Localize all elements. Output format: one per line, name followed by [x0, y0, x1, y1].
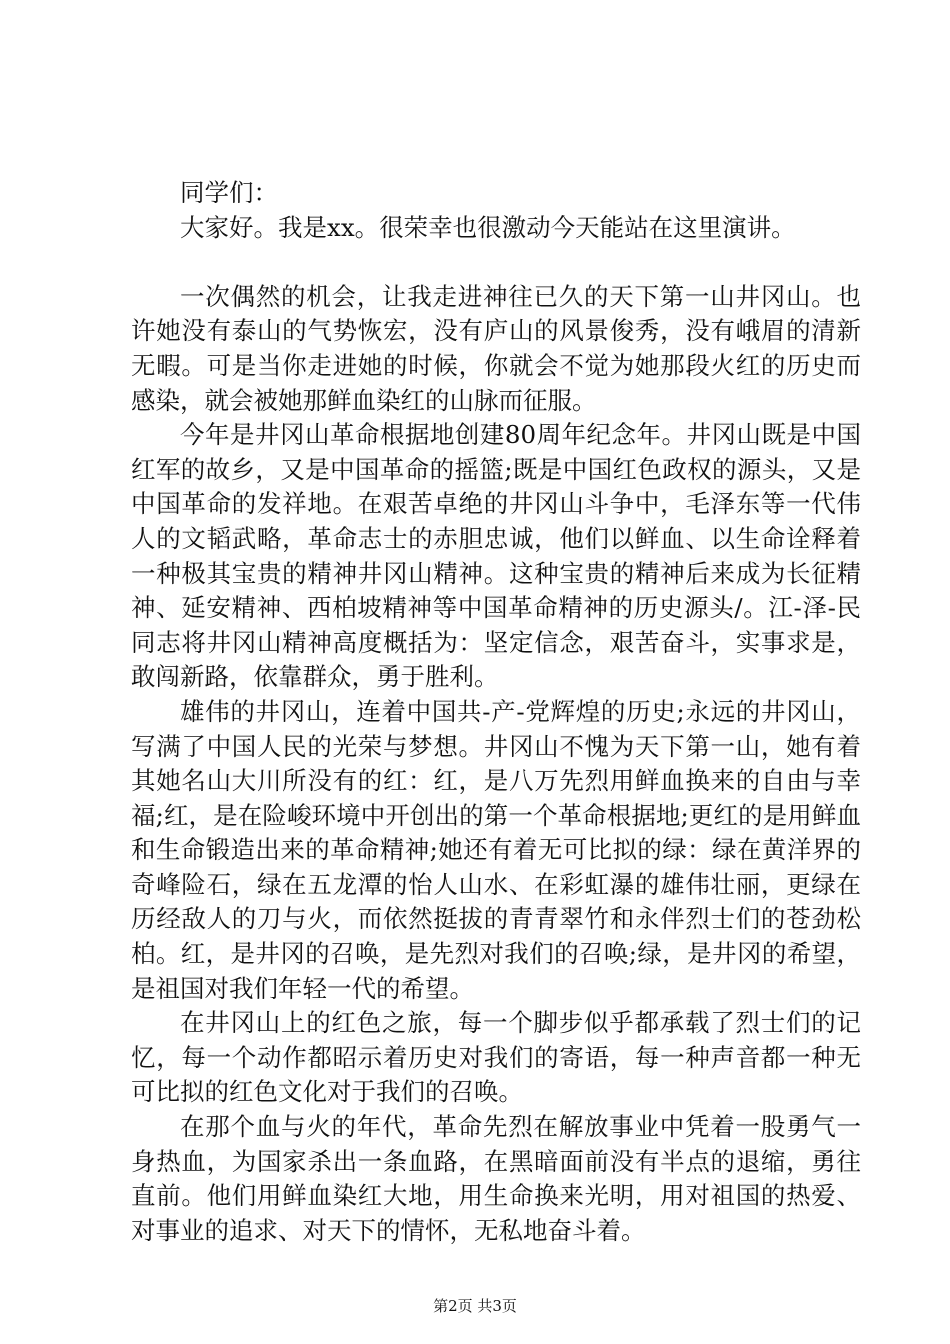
- greeting: 大家好。我是xx。很荣幸也很激动今天能站在这里演讲。: [180, 212, 796, 242]
- page-number-footer: 第2页 共3页: [433, 1297, 517, 1315]
- speech-body: [131, 176, 861, 1248]
- paragraph: 在井冈山上的红色之旅，每一个脚步似乎都承载了烈士们的记忆，每一个动作都昭示着历史对我们的寄语，每一种声音都一种无可比拟的红色文化对于我们的召唤。: [131, 1008, 861, 1107]
- paragraph: 雄伟的井冈山，连着中国共-产-党辉煌的历史;永远的井冈山，写满了中国人民的光荣与梦想。井冈山不愧为天下第一山，她有着其她名山大川所没有的红：红，是八万先烈用鲜血换来的自由与幸福;红，是在险峻环境中开创出的第一个革命根据地;更红的是用鲜血和生命锻造出来的革命精神;她还有着无可比拟的绿：绿在黄洋界的奇峰险石，绿在五龙潭的怡人山水、在彩虹瀑的雄伟壮丽，更绿在历经敌人的刀与火，而依然挺拔的青青翠竹和永伴烈士们的苍劲松柏。红，是井冈的召唤，是先烈对我们的召唤;绿，是井冈的希望，是祖国对我们年轻一代的希望。: [131, 696, 861, 1003]
- paragraph: 在那个血与火的年代，革命先烈在解放事业中凭着一股勇气一身热血，为国家杀出一条血路，在黑暗面前没有半点的退缩，勇往直前。他们用鲜血染红大地，用生命换来光明，用对祖国的热爱、对事业的追求、对天下的情怀，无私地奋斗着。: [131, 1112, 861, 1245]
- paragraph: 一次偶然的机会，让我走进神往已久的天下第一山井冈山。也许她没有泰山的气势恢宏，没有庐山的风景俊秀，没有峨眉的清新无暇。可是当你走进她的时候，你就会不觉为她那段火红的历史而感染，就会被她那鲜血染红的山脉而征服。: [131, 281, 861, 415]
- blank-line: [131, 245, 861, 280]
- paragraph: 今年是井冈山革命根据地创建80周年纪念年。井冈山既是中国红军的故乡，又是中国革命的摇篮;既是中国红色政权的源头，又是中国革命的发祥地。在艰苦卓绝的井冈山斗争中，毛泽东等一代伟人的文韬武略，革命志士的赤胆忠诚，他们以鲜血、以生命诠释着一种极其宝贵的精神井冈山精神。这种宝贵的精神后来成为长征精神、延安精神、西柏坡精神等中国革命精神的历史源头/。江-泽-民同志将井冈山精神高度概括为：坚定信念，艰苦奋斗，实事求是，敢闯新路，依靠群众，勇于胜利。: [131, 420, 861, 692]
- salutation: 同学们：: [180, 178, 278, 207]
